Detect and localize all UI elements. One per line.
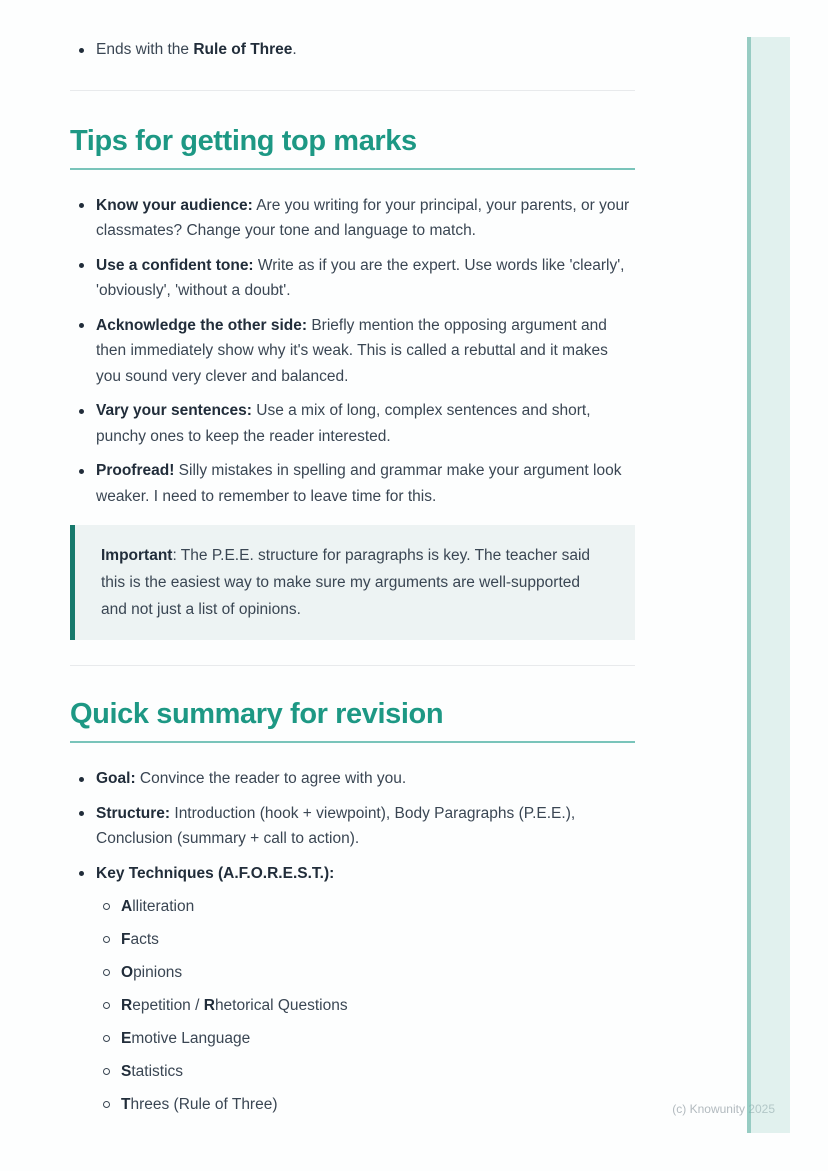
sublist-item: [96, 927, 635, 952]
item-bold-text: E: [121, 1030, 132, 1047]
section-title-tips: Tips for getting top marks: [70, 124, 417, 157]
sublist-item: [96, 1026, 635, 1051]
section-divider: [70, 665, 635, 666]
item-text: motive Language: [131, 1030, 251, 1047]
footer-credit: (c) Knowunity 2025: [672, 1102, 775, 1116]
content-column: [70, 0, 635, 1117]
list-item: [70, 766, 635, 792]
important-callout: [70, 525, 635, 640]
item-lead: Proofread!: [96, 462, 175, 479]
item-text: tatistics: [131, 1063, 184, 1080]
item-lead: Use a confident tone:: [96, 256, 254, 274]
callout-text: : The P.E.E. structure for paragraphs is key. The teacher said this is the easiest way to make sure my arguments are well-supported and not just a list of opinions.: [101, 547, 591, 618]
item-bold-text: F: [121, 931, 131, 948]
title-underline: [70, 168, 635, 170]
sublist-item: [96, 894, 635, 919]
item-text: lliteration: [132, 898, 195, 915]
section-divider: [70, 90, 635, 91]
list-item: [70, 37, 635, 63]
item-text: epetition /: [132, 997, 204, 1014]
item-text: Use a mix of long, complex sentences and short, punchy ones to keep the reader interested.: [96, 402, 591, 445]
item-text: acts: [130, 931, 159, 948]
item-lead: Key Techniques (A.F.O.R.E.S.T.):: [96, 864, 335, 882]
list-item: [70, 253, 635, 304]
sublist-item: [96, 960, 635, 985]
item-bold-text: S: [121, 1063, 132, 1080]
callout-lead: Important: [101, 547, 173, 564]
list-item: [70, 801, 635, 852]
list-item: [70, 193, 635, 244]
item-lead: Vary your sentences:: [96, 402, 252, 419]
list-item: [70, 398, 635, 449]
item-lead: Goal:: [96, 770, 136, 787]
tips-list: [70, 193, 635, 510]
title-underline: [70, 741, 635, 743]
item-bold-text: O: [121, 964, 134, 981]
item-lead: Know your audience:: [96, 196, 253, 214]
highlight-strip: [747, 37, 790, 1133]
item-text: Introduction (hook + viewpoint), Body Paragraphs (P.E.E.), Conclusion (summary + call to action).: [96, 804, 576, 847]
item-text: hrees (Rule of Three): [130, 1096, 278, 1113]
summary-list: [70, 766, 635, 1117]
list-item: [70, 861, 635, 1118]
item-bold-text: R: [121, 997, 133, 1014]
list-item: [70, 458, 635, 509]
item-lead: Structure:: [96, 804, 171, 822]
item-text: hetorical Questions: [214, 997, 348, 1014]
item-lead: Acknowledge the other side:: [96, 316, 308, 334]
item-bold-text: R: [203, 997, 215, 1014]
item-bold-text: T: [121, 1096, 131, 1113]
item-text: Write as if you are the expert. Use words like 'clearly', 'obviously', 'without a doubt'.: [96, 256, 625, 299]
sublist-item: [96, 1059, 635, 1084]
sublist-item: [96, 1092, 635, 1117]
item-text: Silly mistakes in spelling and grammar make your argument look weaker. I need to remember to leave time for this.: [96, 462, 622, 505]
item-text: .: [292, 41, 297, 58]
intro-list: [70, 37, 635, 63]
item-bold-text: A: [121, 898, 133, 915]
item-text: Convince the reader to agree with you.: [135, 770, 407, 787]
item-bold-text: Rule of Three: [193, 41, 293, 58]
item-text: pinions: [133, 964, 183, 981]
sublist-item: [96, 993, 635, 1018]
list-item: [70, 313, 635, 390]
section-title-summary: Quick summary for revision: [70, 698, 444, 730]
techniques-sublist: [96, 894, 635, 1117]
item-text: Are you writing for your principal, your parents, or your classmates? Change your tone and language to match.: [96, 196, 630, 239]
item-text: Briefly mention the opposing argument and then immediately show why it's weak. This is called a rebuttal and it makes you sound very clever and balanced.: [96, 316, 608, 385]
item-text: Ends with the: [96, 41, 194, 58]
